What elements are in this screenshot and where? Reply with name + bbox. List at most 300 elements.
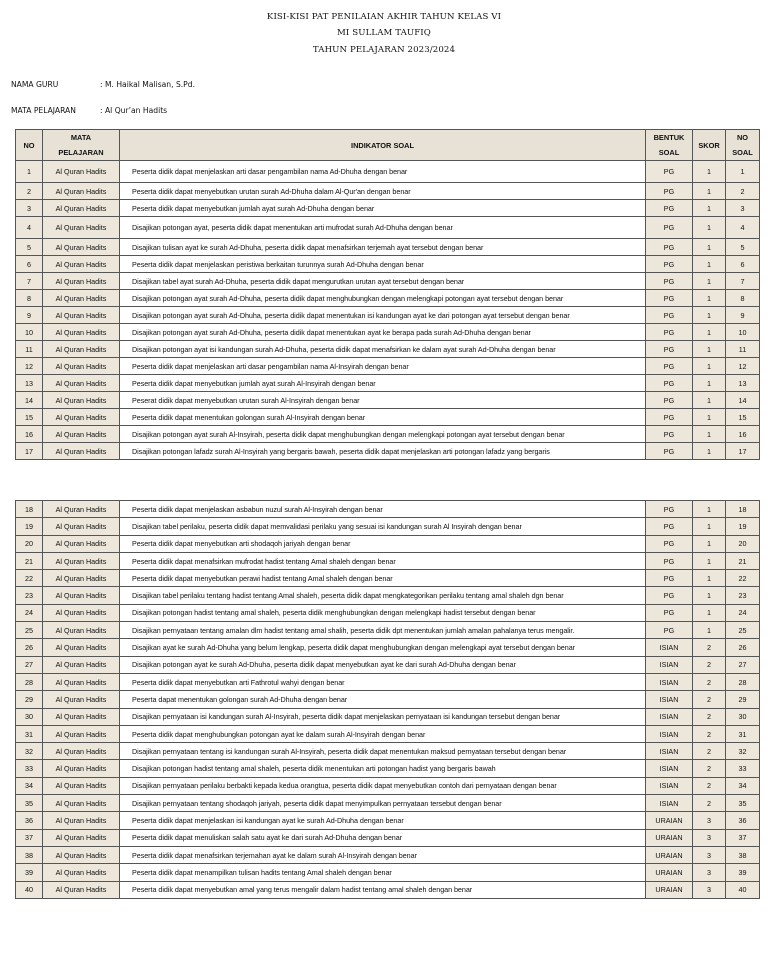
table-row [16, 375, 760, 392]
row-score: 1 [693, 183, 726, 200]
row-subject: Al Quran Hadits [43, 881, 120, 898]
row-question-number: 7 [726, 273, 760, 290]
table-row [16, 518, 760, 535]
row-question-number: 20 [726, 535, 760, 552]
row-subject: Al Quran Hadits [43, 864, 120, 881]
row-indicator: Disajikan tabel perilaku, peserta didik dapat memvalidasi perilaku yang sesuai isi kandungan surah Al Insyirah dengan benar [120, 518, 646, 535]
row-score: 1 [693, 239, 726, 256]
row-question-number: 9 [726, 307, 760, 324]
row-question-number: 4 [726, 217, 760, 239]
row-score: 2 [693, 691, 726, 708]
row-indicator: Peserta didik dapat menyebutkan perawi hadist tentang Amal shaleh dengan benar [120, 570, 646, 587]
row-question-type: ISIAN [646, 725, 693, 742]
row-indicator: Peserta didik dapat menyebutkan urutan surah Ad-Dhuha dalam Al-Qur'an dengan benar [120, 183, 646, 200]
row-indicator: Disajikan potongan ayat ke surah Ad-Dhuha, peserta didik dapat menyebutkan ayat ke dari surah Ad-Dhuha dengan benar [120, 656, 646, 673]
row-question-number: 38 [726, 846, 760, 863]
row-question-type: PG [646, 443, 693, 460]
row-number: 9 [16, 307, 43, 324]
row-subject: Al Quran Hadits [43, 570, 120, 587]
header-mapel: MATA PELAJARAN [43, 130, 120, 161]
grid-table-page2 [15, 500, 760, 899]
table-row [16, 161, 760, 183]
row-subject: Al Quran Hadits [43, 161, 120, 183]
row-score: 3 [693, 846, 726, 863]
row-indicator: Peserta didik dapat menjelaskan arti dasar pengambilan nama Al-Insyirah dengan benar [120, 358, 646, 375]
row-question-type: PG [646, 501, 693, 518]
row-indicator: Peserta dapat menentukan golongan surah Ad-Dhuha dengan benar [120, 691, 646, 708]
row-number: 7 [16, 273, 43, 290]
row-question-number: 35 [726, 795, 760, 812]
row-number: 32 [16, 743, 43, 760]
table-row [16, 691, 760, 708]
teacher-name-row [11, 80, 195, 89]
row-number: 24 [16, 604, 43, 621]
row-score: 1 [693, 273, 726, 290]
row-question-type: PG [646, 307, 693, 324]
row-number: 10 [16, 324, 43, 341]
table-row [16, 200, 760, 217]
table-row [16, 290, 760, 307]
row-indicator: Disajikan potongan ayat surah Al-Insyirah, peserta didik dapat menghubungkan dengan melengkapi potongan ayat tersebut dengan benar [120, 426, 646, 443]
row-subject: Al Quran Hadits [43, 256, 120, 273]
row-question-number: 36 [726, 812, 760, 829]
row-indicator: Disajikan potongan hadist tentang amal shaleh, peserta didik menentukan arti potongan hadist yang bergaris bawah [120, 760, 646, 777]
row-score: 2 [693, 656, 726, 673]
row-question-number: 29 [726, 691, 760, 708]
row-question-number: 8 [726, 290, 760, 307]
row-score: 1 [693, 290, 726, 307]
table-row [16, 708, 760, 725]
table-row [16, 426, 760, 443]
row-number: 6 [16, 256, 43, 273]
row-question-type: ISIAN [646, 708, 693, 725]
row-score: 1 [693, 604, 726, 621]
row-question-number: 39 [726, 864, 760, 881]
row-question-type: PG [646, 622, 693, 639]
row-subject: Al Quran Hadits [43, 743, 120, 760]
row-question-type: ISIAN [646, 777, 693, 794]
row-question-number: 23 [726, 587, 760, 604]
row-subject: Al Quran Hadits [43, 273, 120, 290]
row-question-type: PG [646, 200, 693, 217]
row-score: 2 [693, 743, 726, 760]
table-row [16, 760, 760, 777]
row-number: 12 [16, 358, 43, 375]
row-question-type: PG [646, 256, 693, 273]
row-subject: Al Quran Hadits [43, 443, 120, 460]
row-score: 1 [693, 161, 726, 183]
row-number: 18 [16, 501, 43, 518]
row-subject: Al Quran Hadits [43, 501, 120, 518]
row-number: 35 [16, 795, 43, 812]
row-indicator: Peserta didik dapat menyebutkan amal yang terus mengalir dalam hadist tentang amal shaleh dengan benar [120, 881, 646, 898]
table-row [16, 239, 760, 256]
row-question-number: 6 [726, 256, 760, 273]
row-subject: Al Quran Hadits [43, 760, 120, 777]
row-question-type: URAIAN [646, 846, 693, 863]
row-question-type: ISIAN [646, 795, 693, 812]
row-indicator: Peserta didik dapat menafsirkan terjemahan ayat ke dalam surah Al-Insyirah dengan benar [120, 846, 646, 863]
row-indicator: Peserta didik dapat menafsirkan mufrodat hadist tentang Amal shaleh dengan benar [120, 552, 646, 569]
row-indicator: Peserta didik dapat menentukan golongan surah Al-Insyirah dengan benar [120, 409, 646, 426]
row-question-type: PG [646, 239, 693, 256]
header-indikator: INDIKATOR SOAL [120, 130, 646, 161]
table-row [16, 639, 760, 656]
row-question-number: 17 [726, 443, 760, 460]
row-question-type: PG [646, 375, 693, 392]
row-indicator: Peserta didik dapat menyebutkan arti shodaqoh jariyah dengan benar [120, 535, 646, 552]
row-question-type: URAIAN [646, 864, 693, 881]
row-indicator: Disajikan potongan ayat surah Ad-Dhuha, peserta didik dapat menentukan ayat ke berapa pada surah Ad-Dhuha dengan benar [120, 324, 646, 341]
row-question-type: PG [646, 358, 693, 375]
row-number: 3 [16, 200, 43, 217]
row-indicator: Peserta didik dapat menuliskan salah satu ayat ke dari surah Ad-Dhuha dengan benar [120, 829, 646, 846]
row-subject: Al Quran Hadits [43, 622, 120, 639]
row-question-number: 19 [726, 518, 760, 535]
header-nosoal: NO SOAL [726, 130, 760, 161]
table-row [16, 392, 760, 409]
row-score: 1 [693, 392, 726, 409]
row-question-number: 26 [726, 639, 760, 656]
row-subject: Al Quran Hadits [43, 183, 120, 200]
table-row [16, 604, 760, 621]
row-score: 1 [693, 570, 726, 587]
row-number: 23 [16, 587, 43, 604]
row-score: 1 [693, 443, 726, 460]
row-number: 15 [16, 409, 43, 426]
subject-label: MATA PELAJARAN [11, 106, 76, 115]
table-row [16, 273, 760, 290]
document-title-line1: KISI-KISI PAT PENILAIAN AKHIR TAHUN KELAS VI [266, 12, 502, 22]
row-number: 19 [16, 518, 43, 535]
row-indicator: Disajikan pernyataan tentang isi kandungan surah Al-Insyirah, peserta didik dapat menentukan maksud pernyataan tersebut dengan benar [120, 743, 646, 760]
row-indicator: Disajikan tulisan ayat ke surah Ad-Dhuha, peserta didik dapat menafsirkan terjemah ayat tersebut dengan benar [120, 239, 646, 256]
row-number: 14 [16, 392, 43, 409]
row-subject: Al Quran Hadits [43, 535, 120, 552]
table-row [16, 409, 760, 426]
row-number: 16 [16, 426, 43, 443]
row-question-number: 14 [726, 392, 760, 409]
table-row [16, 864, 760, 881]
row-subject: Al Quran Hadits [43, 341, 120, 358]
row-indicator: Peserta didik dapat menghubungkan potongan ayat ke dalam surah Al-Insyirah dengan benar [120, 725, 646, 742]
row-question-number: 37 [726, 829, 760, 846]
subject-row [11, 106, 168, 115]
row-question-type: PG [646, 604, 693, 621]
row-indicator: Disajikan ayat ke surah Ad-Dhuha yang belum lengkap, peserta didik dapat menghubungkan dengan melengkapi ayat tersebut dengan benar [120, 639, 646, 656]
row-indicator: Peserta didik dapat menjelaskan asbabun nuzul surah Al-Insyirah dengan benar [120, 501, 646, 518]
header-skor: SKOR [693, 130, 726, 161]
row-question-number: 11 [726, 341, 760, 358]
row-score: 2 [693, 760, 726, 777]
row-indicator: Peserta didik dapat menjelaskan peristiwa berkaitan turunnya surah Ad-Dhuha dengan benar [120, 256, 646, 273]
table-header-row [16, 130, 760, 161]
row-score: 3 [693, 864, 726, 881]
row-number: 31 [16, 725, 43, 742]
row-number: 21 [16, 552, 43, 569]
row-number: 20 [16, 535, 43, 552]
row-question-number: 30 [726, 708, 760, 725]
row-indicator: Disajikan pernyataan tentang shodaqoh jariyah, peserta didik dapat menyimpulkan pernyataan tersebut dengan benar [120, 795, 646, 812]
table-row [16, 443, 760, 460]
row-indicator: Disajikan potongan ayat surah Ad-Dhuha, peserta didik dapat menghubungkan dengan melengkapi potongan ayat tersebut dengan benar [120, 290, 646, 307]
header-bentuk: BENTUK SOAL [646, 130, 693, 161]
row-indicator: Peserta didik dapat menyebutkan arti Fathrotul wahyi dengan benar [120, 673, 646, 690]
table-row [16, 256, 760, 273]
table-body-page1 [16, 161, 760, 460]
row-indicator: Peserta didik dapat menjelaskan isi kandungan ayat ke surah Ad-Dhuha dengan benar [120, 812, 646, 829]
table-row [16, 552, 760, 569]
table-row [16, 795, 760, 812]
row-number: 27 [16, 656, 43, 673]
table-row [16, 743, 760, 760]
table-row [16, 324, 760, 341]
row-question-type: PG [646, 518, 693, 535]
row-subject: Al Quran Hadits [43, 829, 120, 846]
row-subject: Al Quran Hadits [43, 691, 120, 708]
row-indicator: Disajikan pernyataan perilaku berbakti kepada kedua orangtua, peserta didik dapat menyebutkan contoh dari pernyataan dengan benar [120, 777, 646, 794]
table-row [16, 812, 760, 829]
table-row [16, 622, 760, 639]
row-subject: Al Quran Hadits [43, 708, 120, 725]
table-body-page2 [16, 501, 760, 899]
row-subject: Al Quran Hadits [43, 552, 120, 569]
row-subject: Al Quran Hadits [43, 200, 120, 217]
row-score: 1 [693, 358, 726, 375]
row-number: 38 [16, 846, 43, 863]
teacher-name-label: NAMA GURU [11, 80, 59, 89]
row-score: 2 [693, 725, 726, 742]
row-score: 1 [693, 409, 726, 426]
row-score: 1 [693, 256, 726, 273]
row-question-type: PG [646, 290, 693, 307]
table-row [16, 183, 760, 200]
row-question-type: URAIAN [646, 829, 693, 846]
document-title-line2: MI SULLAM TAUFIQ [337, 28, 431, 38]
row-subject: Al Quran Hadits [43, 358, 120, 375]
row-indicator: Disajikan potongan lafadz surah Al-Insyirah yang bergaris bawah, peserta didik dapat menjelaskan arti potongan lafadz yang bergaris [120, 443, 646, 460]
row-score: 3 [693, 881, 726, 898]
row-number: 36 [16, 812, 43, 829]
row-number: 4 [16, 217, 43, 239]
row-number: 30 [16, 708, 43, 725]
row-indicator: Disajikan potongan ayat isi kandungan surah Ad-Dhuha, peserta didik dapat menafsirkan ke dalam ayat surah Ad-Dhuha dengan benar [120, 341, 646, 358]
row-number: 17 [16, 443, 43, 460]
header-no: NO [16, 130, 43, 161]
row-number: 2 [16, 183, 43, 200]
row-question-type: PG [646, 570, 693, 587]
row-number: 28 [16, 673, 43, 690]
row-question-type: ISIAN [646, 673, 693, 690]
row-indicator: Peserta didik dapat menjelaskan arti dasar pengambilan nama Ad-Dhuha dengan benar [120, 161, 646, 183]
row-indicator: Peserta didik dapat menampilkan tulisan hadits tentang Amal shaleh dengan benar [120, 864, 646, 881]
row-indicator: Disajikan pernyataan isi kandungan surah Al-Insyirah, peserta didik dapat menjelaskan pernyataan isi kandungan tersebut dengan benar [120, 708, 646, 725]
row-score: 1 [693, 324, 726, 341]
row-number: 34 [16, 777, 43, 794]
table-row [16, 777, 760, 794]
row-number: 22 [16, 570, 43, 587]
table-row [16, 656, 760, 673]
row-score: 1 [693, 307, 726, 324]
row-score: 3 [693, 829, 726, 846]
row-indicator: Disajikan potongan ayat, peserta didik dapat menentukan arti mufrodat surah Ad-Dhuha dengan benar [120, 217, 646, 239]
row-score: 3 [693, 812, 726, 829]
row-subject: Al Quran Hadits [43, 812, 120, 829]
row-question-type: ISIAN [646, 760, 693, 777]
row-score: 1 [693, 341, 726, 358]
row-question-type: PG [646, 392, 693, 409]
row-question-number: 16 [726, 426, 760, 443]
row-score: 1 [693, 587, 726, 604]
row-score: 1 [693, 375, 726, 392]
row-number: 33 [16, 760, 43, 777]
row-indicator: Peserta didik dapat menyebutkan jumlah ayat surah Al-Insyirah dengan benar [120, 375, 646, 392]
row-score: 1 [693, 200, 726, 217]
table-row [16, 570, 760, 587]
row-subject: Al Quran Hadits [43, 587, 120, 604]
row-question-number: 32 [726, 743, 760, 760]
row-question-number: 22 [726, 570, 760, 587]
row-score: 2 [693, 673, 726, 690]
row-indicator: Disajikan potongan ayat surah Ad-Dhuha, peserta didik dapat menentukan isi kandungan ayat ke dari potongan ayat tersebut dengan benar [120, 307, 646, 324]
row-subject: Al Quran Hadits [43, 426, 120, 443]
row-question-number: 27 [726, 656, 760, 673]
row-subject: Al Quran Hadits [43, 673, 120, 690]
row-subject: Al Quran Hadits [43, 239, 120, 256]
row-subject: Al Quran Hadits [43, 656, 120, 673]
row-score: 1 [693, 426, 726, 443]
row-number: 39 [16, 864, 43, 881]
table-row [16, 846, 760, 863]
row-subject: Al Quran Hadits [43, 604, 120, 621]
row-question-number: 40 [726, 881, 760, 898]
row-number: 11 [16, 341, 43, 358]
row-question-number: 2 [726, 183, 760, 200]
row-question-number: 13 [726, 375, 760, 392]
row-question-number: 3 [726, 200, 760, 217]
row-question-type: URAIAN [646, 812, 693, 829]
row-indicator: Peserat didik dapat menyebutkan urutan surah Al-Insyirah dengan benar [120, 392, 646, 409]
table-row [16, 341, 760, 358]
row-question-number: 31 [726, 725, 760, 742]
table-row [16, 217, 760, 239]
row-score: 2 [693, 639, 726, 656]
table-row [16, 673, 760, 690]
row-indicator: Disajikan pernyataan tentang amalan dlm hadist tentang amal shalih, peserta didik dpt menentukan jumlah amalan pahalanya terus mengalir. [120, 622, 646, 639]
row-question-number: 1 [726, 161, 760, 183]
row-subject: Al Quran Hadits [43, 375, 120, 392]
row-number: 26 [16, 639, 43, 656]
table-row [16, 725, 760, 742]
row-score: 2 [693, 708, 726, 725]
row-question-number: 28 [726, 673, 760, 690]
row-question-type: URAIAN [646, 881, 693, 898]
row-question-type: PG [646, 273, 693, 290]
row-question-type: PG [646, 552, 693, 569]
table-row [16, 587, 760, 604]
row-score: 1 [693, 518, 726, 535]
row-question-type: PG [646, 217, 693, 239]
row-question-number: 15 [726, 409, 760, 426]
row-number: 29 [16, 691, 43, 708]
row-subject: Al Quran Hadits [43, 725, 120, 742]
row-score: 2 [693, 795, 726, 812]
row-number: 5 [16, 239, 43, 256]
document-title-line3: TAHUN PELAJARAN 2023/2024 [312, 45, 456, 55]
row-subject: Al Quran Hadits [43, 846, 120, 863]
row-number: 40 [16, 881, 43, 898]
row-question-number: 21 [726, 552, 760, 569]
row-indicator: Peserta didik dapat menyebutkan jumlah ayat surah Ad-Dhuha dengan benar [120, 200, 646, 217]
row-number: 13 [16, 375, 43, 392]
row-question-type: ISIAN [646, 691, 693, 708]
row-number: 1 [16, 161, 43, 183]
row-question-type: ISIAN [646, 743, 693, 760]
row-question-number: 34 [726, 777, 760, 794]
row-question-number: 24 [726, 604, 760, 621]
row-score: 1 [693, 535, 726, 552]
subject-value: : Al Qur’an Hadits [100, 106, 168, 115]
row-question-number: 25 [726, 622, 760, 639]
row-score: 1 [693, 501, 726, 518]
row-question-type: PG [646, 183, 693, 200]
table-row [16, 307, 760, 324]
row-indicator: Disajikan tabel ayat surah Ad-Dhuha, peserta didik dapat mengurutkan urutan ayat tersebut dengan benar [120, 273, 646, 290]
row-question-type: PG [646, 409, 693, 426]
row-question-number: 5 [726, 239, 760, 256]
row-question-type: ISIAN [646, 656, 693, 673]
row-subject: Al Quran Hadits [43, 307, 120, 324]
row-subject: Al Quran Hadits [43, 217, 120, 239]
row-score: 2 [693, 777, 726, 794]
row-score: 1 [693, 552, 726, 569]
row-question-number: 18 [726, 501, 760, 518]
row-question-type: PG [646, 587, 693, 604]
row-question-type: PG [646, 341, 693, 358]
table-row [16, 535, 760, 552]
table-row [16, 881, 760, 898]
row-question-type: PG [646, 535, 693, 552]
row-question-number: 33 [726, 760, 760, 777]
row-subject: Al Quran Hadits [43, 409, 120, 426]
row-subject: Al Quran Hadits [43, 639, 120, 656]
row-subject: Al Quran Hadits [43, 392, 120, 409]
row-subject: Al Quran Hadits [43, 518, 120, 535]
row-subject: Al Quran Hadits [43, 777, 120, 794]
row-question-number: 12 [726, 358, 760, 375]
row-question-type: PG [646, 324, 693, 341]
row-number: 25 [16, 622, 43, 639]
row-question-type: ISIAN [646, 639, 693, 656]
table-row [16, 829, 760, 846]
teacher-name-value: : M. Haikal Malisan, S.Pd. [100, 80, 195, 89]
grid-table-page1 [15, 129, 760, 460]
row-question-type: PG [646, 426, 693, 443]
row-score: 1 [693, 217, 726, 239]
row-subject: Al Quran Hadits [43, 795, 120, 812]
table-row [16, 501, 760, 518]
row-question-type: PG [646, 161, 693, 183]
row-number: 37 [16, 829, 43, 846]
row-score: 1 [693, 622, 726, 639]
row-subject: Al Quran Hadits [43, 290, 120, 307]
row-question-number: 10 [726, 324, 760, 341]
row-indicator: Disajikan potongan hadist tentang amal shaleh, peserta didik menghubungkan dengan melengkapi hadist tersebut dengan benar [120, 604, 646, 621]
row-number: 8 [16, 290, 43, 307]
table-row [16, 358, 760, 375]
row-subject: Al Quran Hadits [43, 324, 120, 341]
row-indicator: Disajikan tabel perilaku tentang hadist tentang Amal shaleh, peserta didik dapat mengkategorikan perilaku tentang amal shaleh dgn benar [120, 587, 646, 604]
